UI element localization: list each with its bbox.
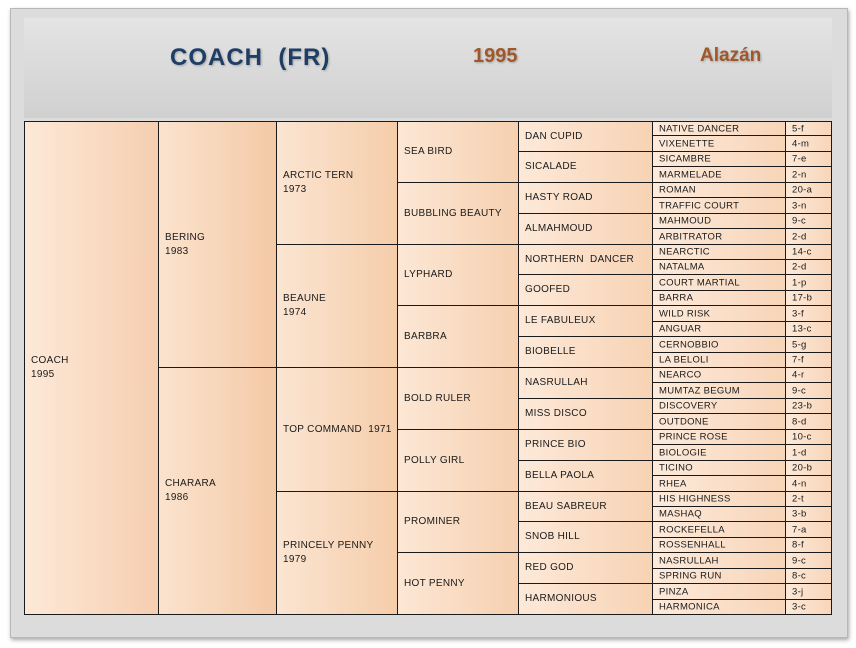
gen6-ancestor-cell — [652, 537, 786, 553]
family-number-cell — [785, 213, 832, 229]
family-number-cell — [785, 321, 832, 337]
family-number: 20-a — [792, 184, 813, 196]
ancestor-name: HASTY ROAD — [525, 192, 593, 203]
gen6-ancestor-cell — [652, 182, 786, 198]
family-number-cell — [785, 151, 832, 167]
family-number: 9-c — [792, 385, 807, 396]
gen6-ancestor-cell — [652, 398, 786, 414]
ancestor-name-year — [165, 477, 274, 505]
family-number-cell — [785, 475, 832, 492]
great-grandparent-cell — [397, 491, 519, 553]
ancestor-name: OUTDONE — [659, 416, 709, 427]
ancestor-name: ROCKEFELLA — [659, 524, 725, 535]
gen6-ancestor-cell — [652, 305, 786, 322]
gen5-ancestor-cell — [518, 491, 653, 522]
gen6-ancestor-cell — [652, 121, 786, 136]
family-number: 17-b — [792, 292, 813, 304]
horse-cell — [24, 121, 159, 615]
ancestor-name: ANGUAR — [659, 323, 702, 335]
gen6-ancestor-cell — [652, 259, 786, 275]
gen5-ancestor-cell — [518, 460, 653, 492]
ancestor-name: RED GOD — [525, 562, 574, 573]
ancestor-name: HOT PENNY — [404, 577, 465, 589]
ancestor-year: 1995 — [31, 369, 55, 380]
ancestor-year: 1974 — [283, 307, 307, 318]
gen6-ancestor-cell — [652, 413, 786, 430]
gen6-ancestor-cell — [652, 367, 786, 383]
grandparent-cell — [276, 244, 398, 368]
ancestor-name: NASRULLAH — [525, 377, 588, 388]
sire-dam-cell — [158, 367, 277, 615]
family-number-cell — [785, 305, 832, 322]
ancestor-name: SICALADE — [525, 161, 577, 172]
family-number: 8-f — [792, 539, 804, 551]
ancestor-name: NORTHERN DANCER — [525, 253, 635, 265]
family-number-cell — [785, 599, 832, 615]
great-grandparent-cell — [397, 244, 519, 306]
family-number: 3-f — [792, 308, 804, 319]
gen6-ancestor-cell — [652, 491, 786, 507]
ancestor-name: DISCOVERY — [659, 400, 718, 412]
ancestor-name: ROSSENHALL — [659, 539, 726, 551]
horse-birth-year: 1995 — [473, 45, 518, 67]
family-number-cell — [785, 244, 832, 260]
ancestor-name: SNOB HILL — [525, 531, 580, 542]
ancestor-name: HARMONIOUS — [525, 593, 597, 604]
grandparent-cell — [276, 367, 398, 492]
family-number: 20-b — [792, 462, 813, 474]
family-number: 23-b — [792, 400, 813, 412]
ancestor-name: ROMAN — [659, 184, 696, 196]
ancestor-name-year — [31, 354, 156, 382]
ancestor-year: 1986 — [165, 492, 189, 503]
ancestor-year: 1979 — [283, 554, 307, 565]
great-grandparent-cell — [397, 552, 519, 615]
ancestor-name: LE FABULEUX — [525, 315, 596, 326]
gen5-ancestor-cell — [518, 182, 653, 214]
gen5-ancestor-cell — [518, 213, 653, 245]
ancestor-name: LA BELOLI — [659, 354, 709, 366]
family-number-cell — [785, 398, 832, 414]
ancestor-name: BEAUNE — [283, 293, 326, 304]
family-number-cell — [785, 491, 832, 507]
family-number: 14-c — [792, 246, 812, 258]
family-number-cell — [785, 135, 832, 152]
gen5-ancestor-cell — [518, 274, 653, 306]
ancestor-name: BARBRA — [404, 330, 447, 342]
gen5-ancestor-cell — [518, 552, 653, 584]
gen6-ancestor-cell — [652, 197, 786, 214]
family-number: 4-r — [792, 369, 805, 381]
ancestor-name: GOOFED — [525, 284, 571, 295]
ancestor-name: SPRING RUN — [659, 570, 722, 582]
ancestor-year: 1983 — [165, 245, 189, 257]
ancestor-name: CHARARA — [165, 478, 216, 489]
gen6-ancestor-cell — [652, 506, 786, 522]
family-number-cell — [785, 352, 832, 368]
ancestor-name: BIOLOGIE — [659, 447, 707, 458]
gen5-ancestor-cell — [518, 521, 653, 553]
gen6-ancestor-cell — [652, 213, 786, 229]
gen5-ancestor-cell — [518, 305, 653, 337]
ancestor-name: ARCTIC TERN — [283, 170, 354, 181]
great-grandparent-cell — [397, 367, 519, 430]
ancestor-name: PRINCE BIO — [525, 439, 586, 450]
family-number: 2-d — [792, 261, 807, 273]
gen6-ancestor-cell — [652, 352, 786, 368]
ancestor-name: PINZA — [659, 586, 689, 597]
ancestor-name-year — [165, 231, 274, 259]
ancestor-name: CERNOBBIO — [659, 339, 719, 350]
horse-coat-color: Alazán — [700, 45, 762, 66]
gen6-ancestor-cell — [652, 552, 786, 569]
ancestor-name: NEARCTIC — [659, 246, 710, 258]
family-number: 3-b — [792, 508, 807, 520]
ancestor-name: HIS HIGHNESS — [659, 493, 731, 505]
ancestor-name: TICINO — [659, 462, 693, 474]
ancestor-name: BIOBELLE — [525, 346, 576, 357]
ancestor-name: BERING — [165, 231, 206, 243]
ancestor-name: BEAU SABREUR — [525, 500, 607, 512]
family-number-cell — [785, 259, 832, 275]
family-number-cell — [785, 290, 832, 306]
gen5-ancestor-cell — [518, 583, 653, 615]
ancestor-name: MISS DISCO — [525, 408, 587, 419]
gen5-ancestor-cell — [518, 151, 653, 183]
family-number: 9-c — [792, 215, 807, 227]
gen6-ancestor-cell — [652, 135, 786, 152]
ancestor-name: NATIVE DANCER — [659, 123, 740, 134]
family-number-cell — [785, 274, 832, 291]
ancestor-name: BELLA PAOLA — [525, 470, 595, 481]
family-number-cell — [785, 552, 832, 569]
ancestor-name: HARMONICA — [659, 601, 720, 613]
family-number-cell — [785, 444, 832, 461]
pedigree-header — [24, 18, 832, 118]
family-number: 3-j — [792, 586, 804, 597]
ancestor-name: DAN CUPID — [525, 130, 583, 142]
gen5-ancestor-cell — [518, 429, 653, 461]
gen6-ancestor-cell — [652, 429, 786, 445]
family-number-cell — [785, 521, 832, 538]
family-number: 9-c — [792, 555, 807, 566]
ancestor-name: NEARCO — [659, 369, 702, 381]
ancestor-name-year — [283, 292, 395, 320]
ancestor-name: COACH — [31, 355, 69, 366]
family-number-cell — [785, 367, 832, 383]
family-number-cell — [785, 460, 832, 476]
horse-name-title: COACH (FR) — [170, 44, 331, 71]
ancestor-name-year — [283, 169, 395, 197]
sire-dam-cell — [158, 121, 277, 368]
ancestor-name: LYPHARD — [404, 269, 453, 280]
ancestor-name: SICAMBRE — [659, 153, 712, 165]
ancestor-name: BARRA — [659, 292, 694, 304]
family-number-cell — [785, 413, 832, 430]
grandparent-cell — [276, 121, 398, 245]
ancestor-name: BUBBLING BEAUTY — [404, 207, 502, 219]
ancestor-name: TOP COMMAND 1971 — [283, 423, 392, 435]
gen6-ancestor-cell — [652, 290, 786, 306]
gen6-ancestor-cell — [652, 274, 786, 291]
family-number: 13-c — [792, 323, 812, 335]
ancestor-name: MAHMOUD — [659, 215, 712, 227]
gen6-ancestor-cell — [652, 444, 786, 461]
family-number-cell — [785, 568, 832, 584]
ancestor-name: PROMINER — [404, 516, 461, 527]
family-number: 3-n — [792, 200, 807, 211]
family-number: 4-m — [792, 138, 810, 149]
ancestor-name: WILD RISK — [659, 308, 711, 319]
ancestor-name: PRINCE ROSE — [659, 431, 728, 443]
family-number-cell — [785, 182, 832, 198]
ancestor-name: MUMTAZ BEGUM — [659, 385, 741, 396]
family-number: 7-e — [792, 153, 807, 165]
gen5-ancestor-cell — [518, 244, 653, 275]
gen6-ancestor-cell — [652, 599, 786, 615]
family-number: 8-c — [792, 570, 807, 582]
grandparent-cell — [276, 491, 398, 615]
family-number-cell — [785, 197, 832, 214]
ancestor-name: ARBITRATOR — [659, 231, 723, 242]
family-number: 7-a — [792, 524, 807, 535]
family-number: 7-f — [792, 354, 804, 366]
family-number-cell — [785, 506, 832, 522]
ancestor-name: MASHAQ — [659, 508, 702, 520]
ancestor-name: NASRULLAH — [659, 555, 719, 566]
gen6-ancestor-cell — [652, 475, 786, 492]
gen6-ancestor-cell — [652, 382, 786, 399]
ancestor-name: RHEA — [659, 478, 687, 489]
ancestor-name-year — [283, 423, 395, 437]
family-number-cell — [785, 537, 832, 553]
gen5-ancestor-cell — [518, 367, 653, 399]
pedigree-table — [24, 121, 832, 615]
gen5-ancestor-cell — [518, 121, 653, 152]
gen5-ancestor-cell — [518, 336, 653, 368]
great-grandparent-cell — [397, 305, 519, 368]
family-number-cell — [785, 121, 832, 136]
gen6-ancestor-cell — [652, 336, 786, 353]
ancestor-name: TRAFFIC COURT — [659, 200, 740, 211]
family-number: 4-n — [792, 478, 807, 489]
ancestor-name: COURT MARTIAL — [659, 277, 740, 288]
ancestor-year: 1973 — [283, 184, 307, 195]
ancestor-name: POLLY GIRL — [404, 454, 465, 466]
family-number: 2-n — [792, 169, 807, 180]
great-grandparent-cell — [397, 121, 519, 183]
great-grandparent-cell — [397, 182, 519, 245]
gen6-ancestor-cell — [652, 321, 786, 337]
ancestor-name: MARMELADE — [659, 169, 722, 180]
ancestor-name: NATALMA — [659, 261, 705, 273]
family-number-cell — [785, 336, 832, 353]
family-number: 2-t — [792, 493, 804, 505]
gen6-ancestor-cell — [652, 151, 786, 167]
family-number-cell — [785, 166, 832, 183]
family-number: 5-f — [792, 123, 804, 134]
family-number-cell — [785, 382, 832, 399]
ancestor-name: BOLD RULER — [404, 392, 471, 404]
family-number-cell — [785, 583, 832, 600]
gen6-ancestor-cell — [652, 583, 786, 600]
gen6-ancestor-cell — [652, 460, 786, 476]
family-number: 1-d — [792, 447, 807, 458]
ancestor-name: ALMAHMOUD — [525, 223, 593, 234]
family-number: 1-p — [792, 277, 807, 288]
family-number-cell — [785, 228, 832, 245]
ancestor-name: PRINCELY PENNY — [283, 540, 374, 551]
gen6-ancestor-cell — [652, 568, 786, 584]
great-grandparent-cell — [397, 429, 519, 492]
family-number-cell — [785, 429, 832, 445]
ancestor-name: SEA BIRD — [404, 146, 453, 157]
gen5-ancestor-cell — [518, 398, 653, 430]
gen6-ancestor-cell — [652, 521, 786, 538]
gen6-ancestor-cell — [652, 228, 786, 245]
ancestor-name-year — [283, 539, 395, 567]
ancestor-name: VIXENETTE — [659, 138, 715, 149]
gen6-ancestor-cell — [652, 166, 786, 183]
family-number: 3-c — [792, 601, 807, 613]
family-number: 2-d — [792, 231, 807, 242]
family-number: 8-d — [792, 416, 807, 427]
family-number: 10-c — [792, 431, 812, 443]
family-number: 5-g — [792, 339, 807, 350]
gen6-ancestor-cell — [652, 244, 786, 260]
